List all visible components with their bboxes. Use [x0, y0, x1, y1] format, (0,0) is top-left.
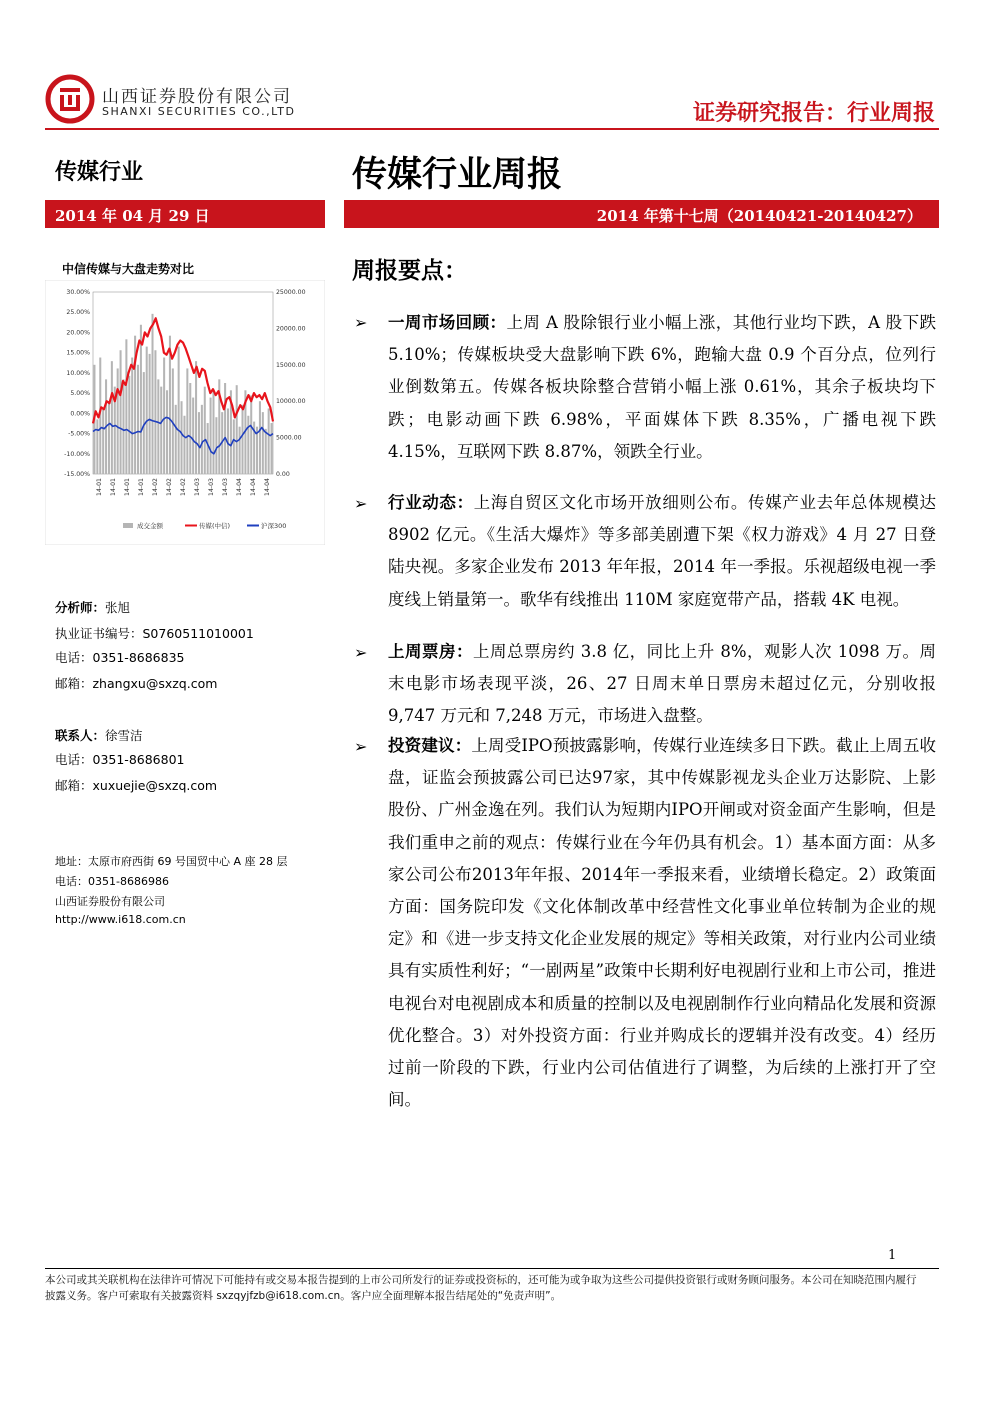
- y-right-tick-label: 0.00: [276, 471, 290, 478]
- legend-swatch: [123, 523, 133, 528]
- bullet-text: 上周受IPO预披露影响，传媒行业连续多日下跌。截止上周五收盘，证监会预披露公司已达97家，其中传媒影视龙头企业万达影院、上影股份、广州金逸在列。我们认为短期内IPO开闸或对资金面产生影响，但是我们重申之前的观点：传媒行业在今年仍具有机会。1）基本面方面：从多家公司公布2013年年报、2014年一季报来看，业绩增长稳定。2）政策面方面：国务院印发《文化体制改革中经营性文化事业单位转制为企业的规定》和《进一步支持文化企业发展的规定》等相关政策，对行业内公司业绩具有实质性利好；“一剧两星”政策中长期利好电视剧行业和上市公司，推进电视台对电视剧成本和质量的控制以及电视剧制作行业向精品化发展和资源优化整合。3）对外投资方面：行业并购成长的逻辑并没有改变。4）经历过前一阶段的下跌，行业内公司估值进行了调整，为后续的上涨打开了空间。: [388, 736, 937, 1110]
- disclaimer: 本公司或其关联机构在法律许可情况下可能持有或交易本报告提到的上市公司所发行的证券或投资标的，还可能为或争取为这些公司提供投资银行或财务顾问服务。本公司在知晓范围内履行披露义务。客户可索取有关披露资料 sxzqyjfzb@i618.com.cn。客户应全面理解本报告结尾处的“免责声明”。: [45, 1274, 917, 1302]
- bullet-box-office: [388, 636, 936, 733]
- volume-bar: [247, 416, 249, 474]
- y-left-tick-label: 30.00%: [66, 289, 90, 296]
- header-divider: [45, 128, 939, 130]
- volume-bar: [140, 325, 142, 474]
- x-tick-label: 14-04: [264, 478, 271, 496]
- volume-bar: [125, 339, 127, 474]
- trend-chart: [45, 280, 325, 545]
- legend-label: 成交金额: [137, 522, 163, 530]
- summary-heading: 周报要点：: [352, 258, 467, 284]
- volume-bar: [236, 385, 238, 474]
- analyst-block: [55, 598, 130, 616]
- y-left-tick-label: -10.00%: [64, 450, 90, 458]
- volume-bar: [204, 387, 206, 474]
- sector-title: 传媒行业: [55, 160, 144, 185]
- bullet-head: 一周市场回顾：: [388, 313, 507, 332]
- y-left-tick-label: 15.00%: [66, 349, 90, 357]
- x-tick-label: 14-04: [250, 478, 257, 496]
- x-tick-label: 14-02: [152, 478, 159, 496]
- y-right-tick-label: 25000.00: [276, 289, 306, 296]
- analyst-cert: 执业证书编号：S0760511010001: [55, 626, 254, 641]
- x-tick-label: 14-01: [124, 478, 131, 496]
- company-name: 山西证券股份有限公司: [55, 895, 165, 908]
- volume-bar: [198, 412, 200, 474]
- bullet-industry-news: [388, 487, 936, 616]
- bullet-arrow-icon: ➢: [354, 494, 368, 513]
- contact-email[interactable]: 邮箱：xuxuejie@sxzq.com: [55, 778, 218, 793]
- volume-bar: [183, 416, 185, 474]
- x-tick-label: 14-02: [180, 478, 187, 496]
- x-tick-label: 14-04: [236, 478, 243, 496]
- bullet-head: 行业动态：: [388, 493, 474, 512]
- volume-bar: [250, 395, 252, 474]
- x-tick-label: 14-01: [138, 478, 145, 496]
- y-right-tick-label: 10000.00: [276, 398, 306, 406]
- volume-bar: [131, 358, 133, 474]
- bullet-market-review: [388, 307, 936, 468]
- volume-bar: [207, 423, 209, 474]
- volume-bar: [154, 350, 156, 474]
- volume-bar: [262, 412, 264, 474]
- volume-bar: [195, 361, 197, 474]
- volume-bar: [178, 347, 180, 474]
- bullet-head: 上周票房：: [388, 642, 473, 661]
- volume-bar: [265, 429, 267, 474]
- volume-bar: [181, 401, 183, 474]
- bullet-text: 上周 A 股除银行业小幅上涨，其他行业均下跌，A 股下跌 5.10%；传媒板块受大盘影响下跌 6%，跑输大盘 0.9 个百分点，位列行业倒数第五。传媒各板块除整合营销小幅上涨 0.61%，其余子板块均下跌；电影动画下跌 6.98%，平面媒体下跌 8.35%，广播电视下跌 4.15%，互联网下跌 8.87%，领跌全行业。: [388, 313, 936, 461]
- y-left-tick-label: 0.00%: [70, 410, 90, 418]
- volume-bar: [259, 401, 261, 474]
- bullet-arrow-icon: ➢: [354, 313, 368, 332]
- volume-bar: [122, 379, 124, 474]
- volume-bar: [175, 405, 177, 474]
- volume-bar: [111, 361, 113, 474]
- volume-bar: [108, 401, 110, 474]
- volume-bar: [239, 427, 241, 474]
- x-tick-label: 14-01: [110, 478, 117, 496]
- y-left-tick-label: 20.00%: [66, 329, 90, 337]
- report-type: 证券研究报告：行业周报: [692, 101, 935, 126]
- volume-bar: [128, 376, 130, 474]
- x-tick-label: 14-01: [96, 478, 103, 496]
- company-name-cn: 山西证券股份有限公司: [102, 87, 292, 107]
- volume-bar: [242, 405, 244, 474]
- volume-bar: [212, 390, 214, 474]
- legend-label: 沪深300: [261, 522, 287, 530]
- x-tick-label: 14-03: [194, 478, 201, 496]
- company-url[interactable]: http://www.i618.com.cn: [55, 913, 186, 926]
- volume-bar: [152, 314, 154, 474]
- volume-bar: [215, 417, 217, 474]
- y-left-tick-label: 10.00%: [66, 369, 90, 377]
- analyst-email[interactable]: 邮箱：zhangxu@sxzq.com: [55, 676, 218, 691]
- contact-phone: 电话：0351-8686801: [55, 752, 185, 767]
- volume-bar: [149, 354, 151, 474]
- volume-bar: [271, 423, 273, 474]
- y-left-tick-label: 5.00%: [70, 390, 90, 398]
- contact-label: 联系人：: [55, 728, 106, 743]
- bullet-head: 投资建议：: [388, 736, 472, 755]
- volume-bar: [160, 387, 162, 474]
- volume-bar: [192, 398, 194, 474]
- report-date: 2014 年 04 月 29 日: [55, 207, 210, 225]
- company-phone: 电话：0351-8686986: [55, 875, 169, 888]
- footer-divider: [45, 1268, 939, 1269]
- y-left-tick-label: -5.00%: [68, 430, 90, 438]
- volume-bar: [268, 408, 270, 474]
- volume-bar: [233, 419, 235, 474]
- report-week: 2014 年第十七周（20140421-20140427）: [596, 207, 922, 225]
- analyst-name: 张旭: [105, 600, 131, 615]
- y-left-tick-label: -15.00%: [64, 471, 90, 478]
- contact-name: 徐雪洁: [105, 728, 143, 743]
- volume-bar: [146, 347, 148, 474]
- company-logo-icon: [45, 74, 95, 124]
- company-address: 地址：太原市府西街 69 号国贸中心 A 座 28 层: [55, 855, 288, 868]
- volume-bar: [117, 368, 119, 474]
- bullet-text: 上周总票房约 3.8 亿，同比上升 8%，观影人次 1098 万。周末电影市场表现平淡，26、27 日周末单日票房未超过亿元，分别收报 9,747 万元和 7,248 万元，市场进入盘整。: [388, 642, 936, 726]
- bullet-arrow-icon: ➢: [354, 643, 368, 662]
- volume-bar: [157, 379, 159, 474]
- analyst-phone: 电话：0351-8686835: [55, 650, 185, 665]
- bullet-arrow-icon: ➢: [354, 737, 368, 756]
- page-number: 1: [888, 1248, 897, 1263]
- x-tick-label: 14-03: [222, 478, 229, 496]
- volume-bar: [224, 383, 226, 474]
- y-right-tick-label: 20000.00: [276, 325, 306, 333]
- page-title: 传媒行业周报: [352, 155, 563, 195]
- y-right-tick-label: 15000.00: [276, 361, 306, 369]
- x-tick-label: 14-03: [208, 478, 215, 496]
- x-tick-label: 14-02: [166, 478, 173, 496]
- contact-block: [55, 726, 143, 744]
- volume-bar: [102, 408, 104, 474]
- volume-bar: [210, 398, 212, 474]
- volume-bar: [189, 383, 191, 474]
- volume-bar: [186, 368, 188, 474]
- volume-bar: [201, 405, 203, 474]
- analyst-label: 分析师：: [55, 600, 106, 615]
- volume-bar: [137, 365, 139, 474]
- chart-title: 中信传媒与大盘走势对比: [62, 262, 195, 276]
- legend-label: 传媒(中信): [199, 522, 231, 530]
- company-name-en: SHANXI SECURITIES CO.,LTD: [102, 105, 296, 118]
- y-left-tick-label: 25.00%: [66, 309, 90, 317]
- y-right-tick-label: 5000.00: [276, 434, 302, 442]
- volume-bar: [120, 350, 122, 474]
- volume-bar: [163, 358, 165, 474]
- volume-bar: [96, 419, 98, 474]
- volume-bar: [166, 390, 168, 474]
- bullet-investment-advice: [388, 730, 936, 1116]
- bullet-text: 上海自贸区文化市场开放细则公布。传媒产业去年总体规模达 8902 亿元。《生活大爆炸》等多部美剧遭下架《权力游戏》4 月 27 日登陆央视。多家企业发布 2013 年年报，2014 年一季报。乐视超级电视一季度线上销量第一。歌华有线推出 110M 家庭宽带产品，搭载 4K 电视。: [388, 493, 937, 609]
